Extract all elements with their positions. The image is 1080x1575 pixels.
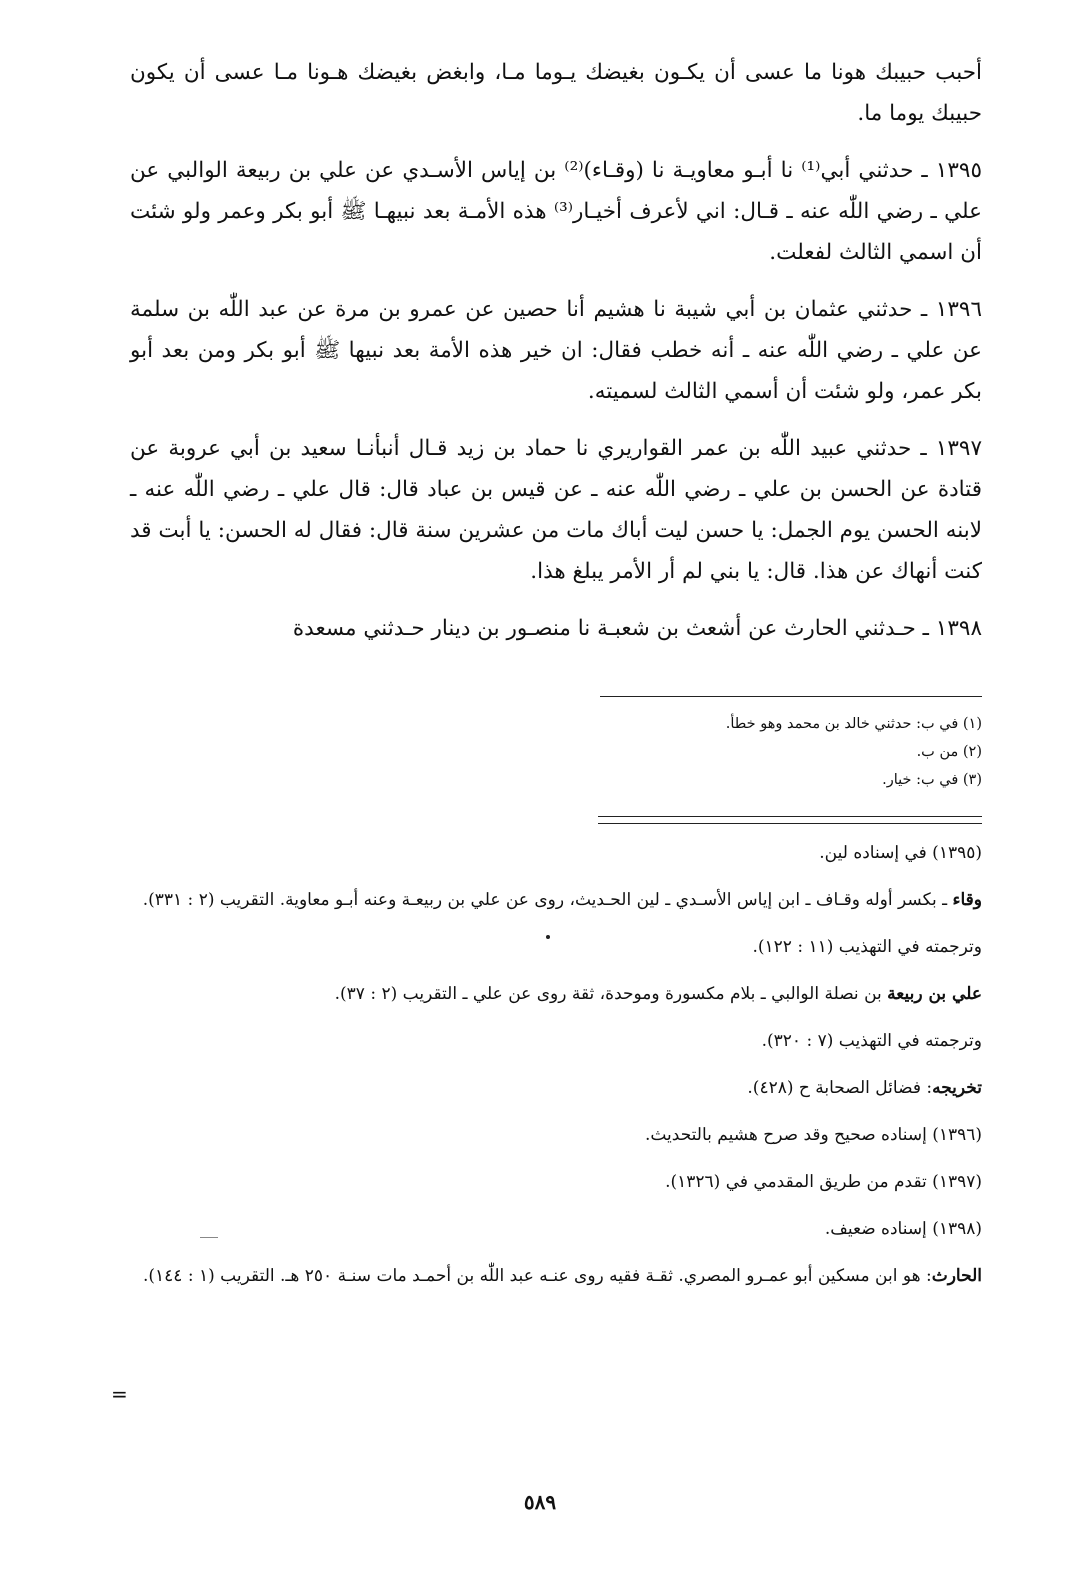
page-number: ٥٨٩ [523,1490,557,1514]
paragraph-intro: أحبب حبيبك هونا ما عسى أن يكـون بغيضك يـوما مـا، وابغض بغيضك هـونا مـا عسى أن يكون حبيبك يوما ما. [130,60,982,126]
commentary-item: (١٣٩٥) في إسناده لين. [819,843,982,863]
commentary-item: وقاء ـ بكسر أوله وقـاف ـ ابن إياس الأسـدي ـ لين الحـديث، روى عن علي بن ربيعـة وعنه أبـو معاوية. التقريب (٢ : ٣٣١). [142,890,982,910]
commentary-item: (١٣٩٦) إسناده صحيح وقد صرح هشيم بالتحديث. [644,1125,982,1145]
hadith-1396: ١٣٩٦ ـ حدثني عثمان بن أبي شيبة نا هشيم أنا حصين عن عمرو بن مرة عن عبد اللّٰه بن سلمة عن علي ـ رضي اللّٰه عنه ـ أنه خطب فقال: ان خير هذه الأمة بعد نبيها ﷺ أبو بكر ومن بعد أبو بكر عمر، ولو شئت أن أسمي الثالث لسميته. [130,297,982,404]
hadith-1395: ١٣٩٥ ـ حدثني أبي⁽¹⁾ نا أبـو معاويـة نا (وقـاء)⁽²⁾ بن إياس الأسـدي عن علي بن ربيعة الوالبي عن علي ـ رضي اللّٰه عنه ـ قـال: اني لأعرف أخيـار⁽³⁾ هذه الأمـة بعد نبيهـا ﷺ أبو بكر وعمر ولو شئت أن اسمي الثالث لفعلت. [130,158,982,265]
stray-dot [546,935,550,939]
commentary-item: الحارث: هو ابن مسكين أبو عمـرو المصري. ثقـة فقيه روى عنـه عبد اللّٰه بن أحمـد مات سنـة ٢٥٠ هـ. التقريب (١ : ١٤٤). [142,1266,982,1286]
commentary [130,836,982,1306]
footnote-1: (١) في ب: حدثني خالد بن محمد وهو خطأ. [725,716,982,732]
footnote-separator [600,696,982,697]
commentary-item: وترجمته في التهذيب (١١ : ١٢٢). [752,937,982,957]
commentary-item: (١٣٩٨) إسناده ضعيف. [824,1219,982,1239]
commentary-separator [598,816,982,824]
commentary-item: وترجمته في التهذيب (٧ : ٣٢٠). [761,1031,982,1051]
footnotes [520,710,982,794]
commentary-item: (١٣٩٧) تقدم من طريق المقدمي في (١٣٢٦). [665,1172,982,1192]
continuation-mark: = [111,1382,128,1406]
commentary-item: تخريجه: فضائل الصحابة ح (٤٢٨). [747,1078,982,1098]
main-text [130,52,982,665]
footnote-3: (٣) في ب: خيار. [882,772,982,788]
hadith-1397: ١٣٩٧ ـ حدثني عبيد اللّٰه بن عمر القواريري نا حماد بن زيد قـال أنبأنـا سعيد بن أبي عروبة عن قتادة عن الحسن بن علي ـ رضي اللّٰه عنه ـ عن قيس بن عباد قال: قال علي ـ رضي اللّٰه عنه ـ لابنه الحسن يوم الجمل: يا حسن ليت أباك مات من عشرين سنة قال: فقال له الحسن: يا أبت قد كنت أنهاك عن هذا. قال: يا بني لم أر الأمر يبلغ هذا. [130,436,982,584]
footnote-2: (٢) من ب. [916,744,982,760]
stray-dash [200,1237,218,1238]
hadith-1398: ١٣٩٨ ـ حـدثني الحارث عن أشعث بن شعبـة نا منصـور بن دينار حـدثني مسعدة [292,616,982,641]
commentary-item: علي بن ربيعة بن نصلة الوالبي ـ بلام مكسورة وموحدة، ثقة روى عن علي ـ التقريب (٢ : ٣٧). [334,984,982,1004]
